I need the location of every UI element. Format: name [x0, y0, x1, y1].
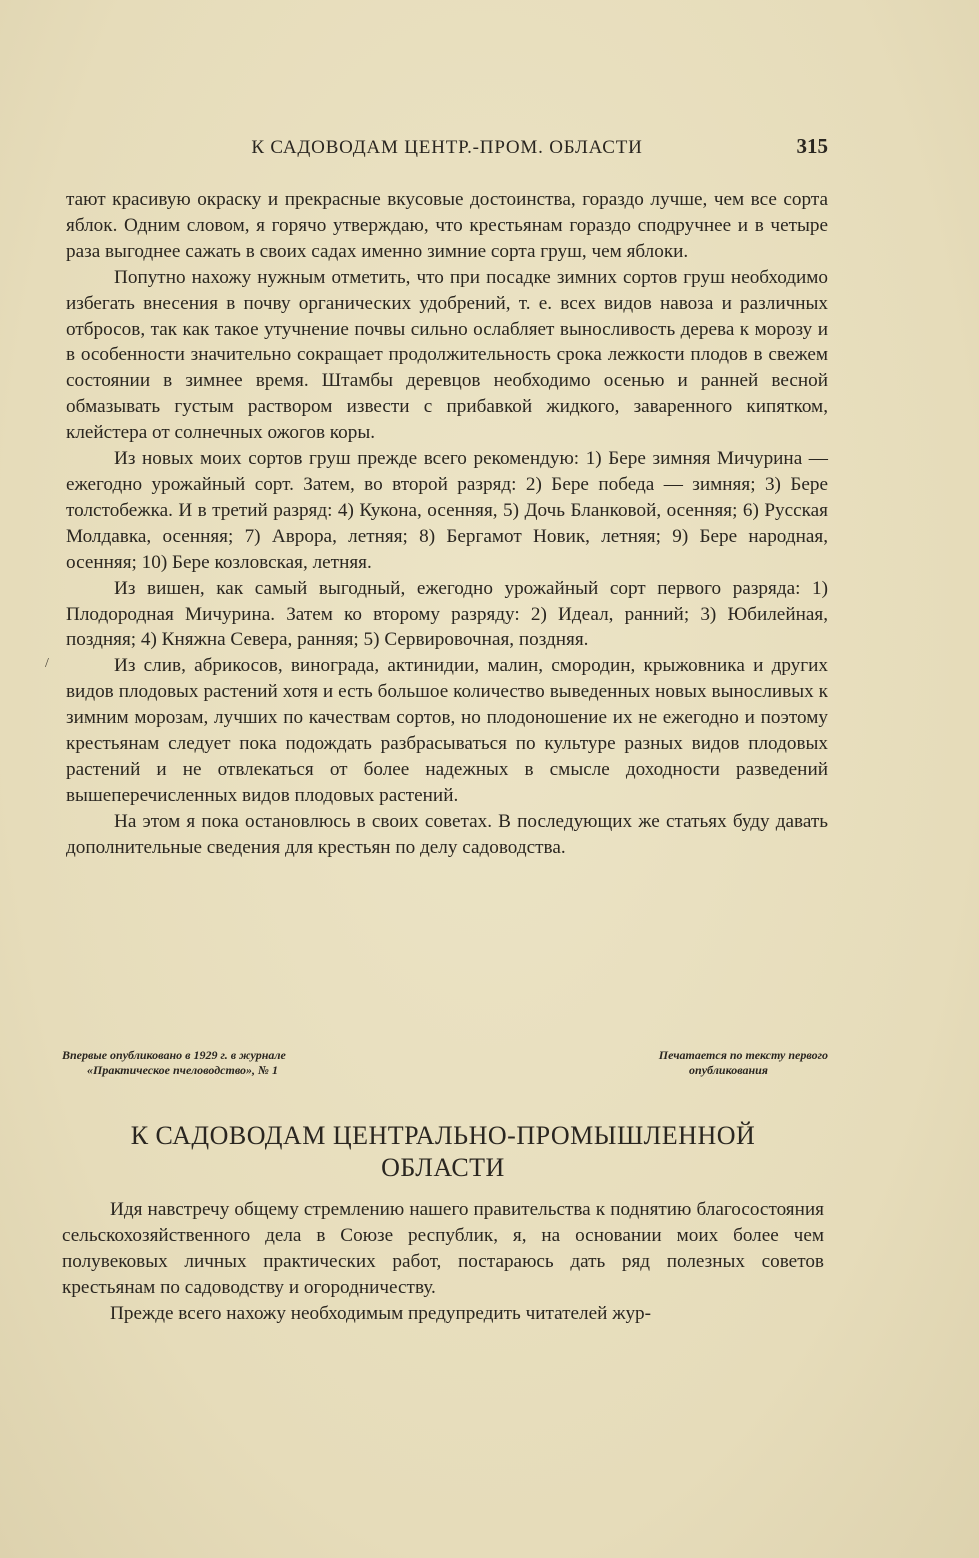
article-heading-line: ОБЛАСТИ: [381, 1153, 505, 1182]
paragraph: Попутно нахожу нужным отметить, что при посадке зимних сортов груш необходимо избегать внесения в почву органических удобрений, т. е. всех видов навоза и различных отбросов, так как такое утучнение почвы сильно ослабляет выносливость дерева к морозу и в особенности значительно сокращает продолжительность срока лежкости плодов в свежем состоянии в зимнее время. Штамбы деревцов необходимо осенью и ранней весной обмазывать густым раствором извести с прибавкой жидкого, заваренного кипятком, клейстера от солнечных ожогов коры.: [66, 266, 828, 444]
publication-note-line: Впервые опубликовано в 1929 г. в журнале: [62, 1048, 286, 1062]
source-note-line: опубликования: [689, 1063, 768, 1077]
page-number: 315: [796, 134, 828, 158]
margin-pencil-mark: /: [45, 656, 49, 671]
paragraph: тают красивую окраску и прекрасные вкусовые достоинства, гораздо лучше, чем все сорта яблок. Одним словом, я горячо утверждаю, что крестьянам гораздо сподручнее и в четыре раза выгоднее сажать в своих садах именно зимние сорта груш, чем яблоки.: [66, 189, 828, 262]
publication-note-line: «Практическое пчеловодство», № 1: [87, 1063, 279, 1077]
paragraph: Идя навстречу общему стремлению нашего правительства к поднятию благосостояния сельскохозяйственного дела в Союзе республик, я, на основании моих более чем полувековых личных практических работ, постараюсь дать ряд полезных советов крестьянам по садоводству и огородничеству.: [62, 1199, 824, 1298]
running-head: [66, 134, 828, 163]
new-article-text: [62, 1197, 824, 1327]
running-head-title: К САДОВОДАМ ЦЕНТР.-ПРОМ. ОБЛАСТИ: [251, 137, 643, 158]
source-note-line: Печатается по тексту первого: [658, 1048, 828, 1062]
source-note: [560, 1048, 828, 1078]
paragraph: Прежде всего нахожу необходимым предупредить читателей жур-: [110, 1302, 652, 1324]
continued-article-text: [66, 187, 828, 861]
publication-note: [62, 1048, 422, 1078]
paragraph: На этом я пока остановлюсь в своих советах. В последующих же статьях буду давать дополнительные сведения для крестьян по делу садоводства.: [66, 810, 828, 858]
article-heading-line: К САДОВОДАМ ЦЕНТРАЛЬНО-ПРОМЫШЛЕННОЙ: [130, 1121, 756, 1150]
article-heading: [62, 1120, 824, 1184]
paragraph: Из новых моих сортов груш прежде всего рекомендую: 1) Бере зимняя Мичурина — ежегодно урожайный сорт. Затем, во второй разряд: 2) Бере победа — зимняя; 3) Бере толстобежка. И в третий разряд: 4) Кукона, осенняя, 5) Дочь Бланковой, осенняя; 6) Русская Молдавка, осенняя; 7) Аврора, летняя; 8) Бергамот Новик, летняя; 9) Бере народная, осенняя; 10) Бере козловская, летняя.: [66, 448, 828, 573]
paragraph: Из слив, абрикосов, винограда, актинидии, малин, смородин, крыжовника и других видов плодовых растений хотя и есть большое количество выведенных новых выносливых к зимним морозам, лучших по качествам сортов, но плодоношение их не ежегодно и поэтому крестьянам следует пока подождать разбрасываться по культуре разных видов плодовых растений и не отвлекаться от более надежных в смысле доходности разведений вышеперечисленных видов плодовых растений.: [66, 655, 828, 806]
paragraph: Из вишен, как самый выгодный, ежегодно урожайный сорт первого разряда: 1) Плодородная Мичурина. Затем ко второму разряду: 2) Идеал, ранний; 3) Юбилейная, поздняя; 4) Княжна Севера, ранняя; 5) Сервировочная, поздняя.: [66, 577, 828, 651]
